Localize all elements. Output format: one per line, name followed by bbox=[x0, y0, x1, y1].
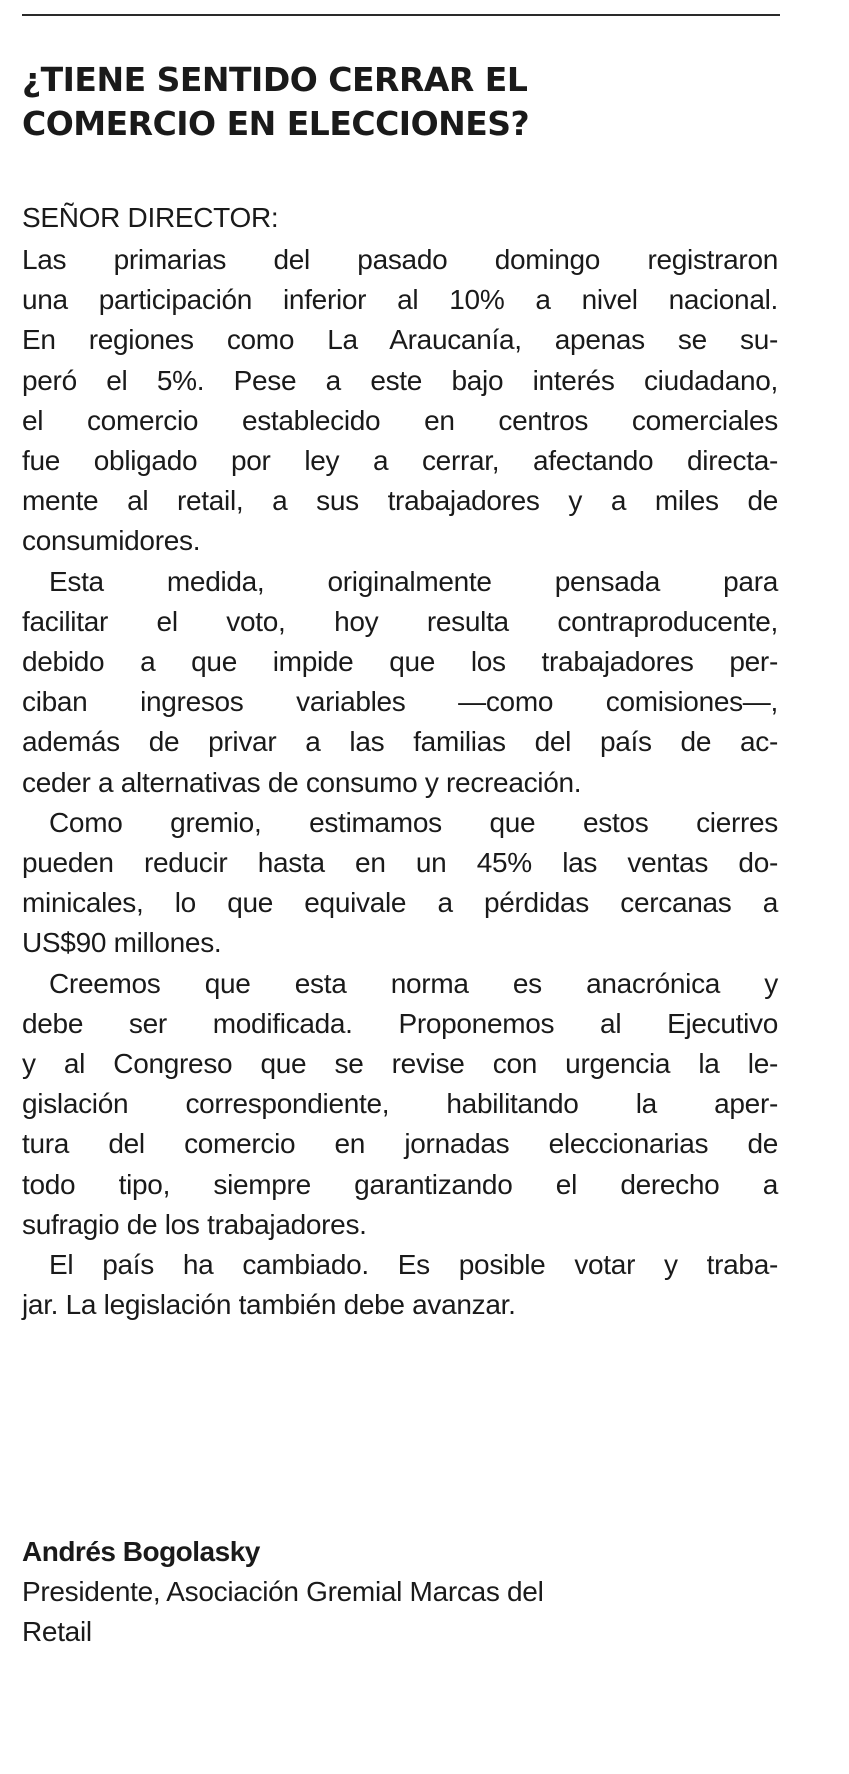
headline-line-2: COMERCIO EN ELECCIONES? bbox=[22, 104, 530, 143]
text-line: Esta medida, originalmente pensada para bbox=[49, 565, 778, 597]
author-role-line-1: Presidente, Asociación Gremial Marcas del bbox=[22, 1576, 544, 1607]
text-line: todo tipo, siempre garantizando el derecho a bbox=[22, 1168, 778, 1200]
paragraph-5 bbox=[22, 1245, 778, 1325]
text-line: debido a que impide que los trabajadores per- bbox=[22, 646, 778, 678]
text-line: Como gremio, estimamos que estos cierres bbox=[49, 806, 778, 838]
text-line: En regiones como La Araucanía, apenas se su- bbox=[22, 324, 778, 356]
text-line: mente al retail, a sus trabajadores y a miles de bbox=[22, 485, 778, 517]
text-line: minicales, lo que equivale a pérdidas cercanas a bbox=[22, 887, 778, 919]
paragraph-1 bbox=[22, 240, 778, 562]
author-role bbox=[22, 1572, 778, 1652]
text-line: El país ha cambiado. Es posible votar y traba- bbox=[49, 1249, 778, 1281]
salutation: SEÑOR DIRECTOR: bbox=[22, 202, 279, 233]
text-line: Creemos que esta norma es anacrónica y bbox=[49, 967, 778, 999]
text-line: ciban ingresos variables —como comisiones—, bbox=[22, 686, 778, 718]
text-line: el comercio establecido en centros comerciales bbox=[22, 404, 778, 436]
text-line: ceder a alternativas de consumo y recreación. bbox=[22, 766, 582, 798]
letter-headline bbox=[22, 58, 782, 146]
text-line: Las primarias del pasado domingo registraron bbox=[22, 244, 778, 275]
text-line: y al Congreso que se revise con urgencia la le- bbox=[22, 1048, 778, 1080]
text-line: US$90 millones. bbox=[22, 927, 222, 959]
text-line: una participación inferior al 10% a nivel nacional. bbox=[22, 284, 778, 316]
text-line: pueden reducir hasta en un 45% las ventas do- bbox=[22, 847, 778, 879]
paragraph-3 bbox=[22, 803, 778, 964]
text-line: facilitar el voto, hoy resulta contraproducente, bbox=[22, 605, 778, 637]
top-divider bbox=[22, 14, 780, 16]
text-line: tura del comercio en jornadas eleccionarias de bbox=[22, 1128, 778, 1160]
text-line: sufragio de los trabajadores. bbox=[22, 1208, 367, 1240]
text-line: jar. La legislación también debe avanzar. bbox=[22, 1289, 516, 1321]
text-line: gislación correspondiente, habilitando la aper- bbox=[22, 1088, 778, 1120]
paragraph-4 bbox=[22, 964, 778, 1245]
headline-line-1: ¿TIENE SENTIDO CERRAR EL bbox=[22, 60, 528, 99]
paragraph-2 bbox=[22, 562, 778, 803]
author-role-line-2: Retail bbox=[22, 1616, 92, 1647]
signature-block bbox=[22, 1532, 778, 1652]
text-line: consumidores. bbox=[22, 525, 201, 557]
letter-body bbox=[22, 240, 778, 1325]
author-name: Andrés Bogolasky bbox=[22, 1536, 260, 1567]
text-line: peró el 5%. Pese a este bajo interés ciudadano, bbox=[22, 364, 778, 396]
text-line: además de privar a las familias del país de ac- bbox=[22, 726, 778, 758]
text-line: debe ser modificada. Proponemos al Ejecutivo bbox=[22, 1007, 778, 1039]
text-line: fue obligado por ley a cerrar, afectando directa- bbox=[22, 445, 778, 477]
